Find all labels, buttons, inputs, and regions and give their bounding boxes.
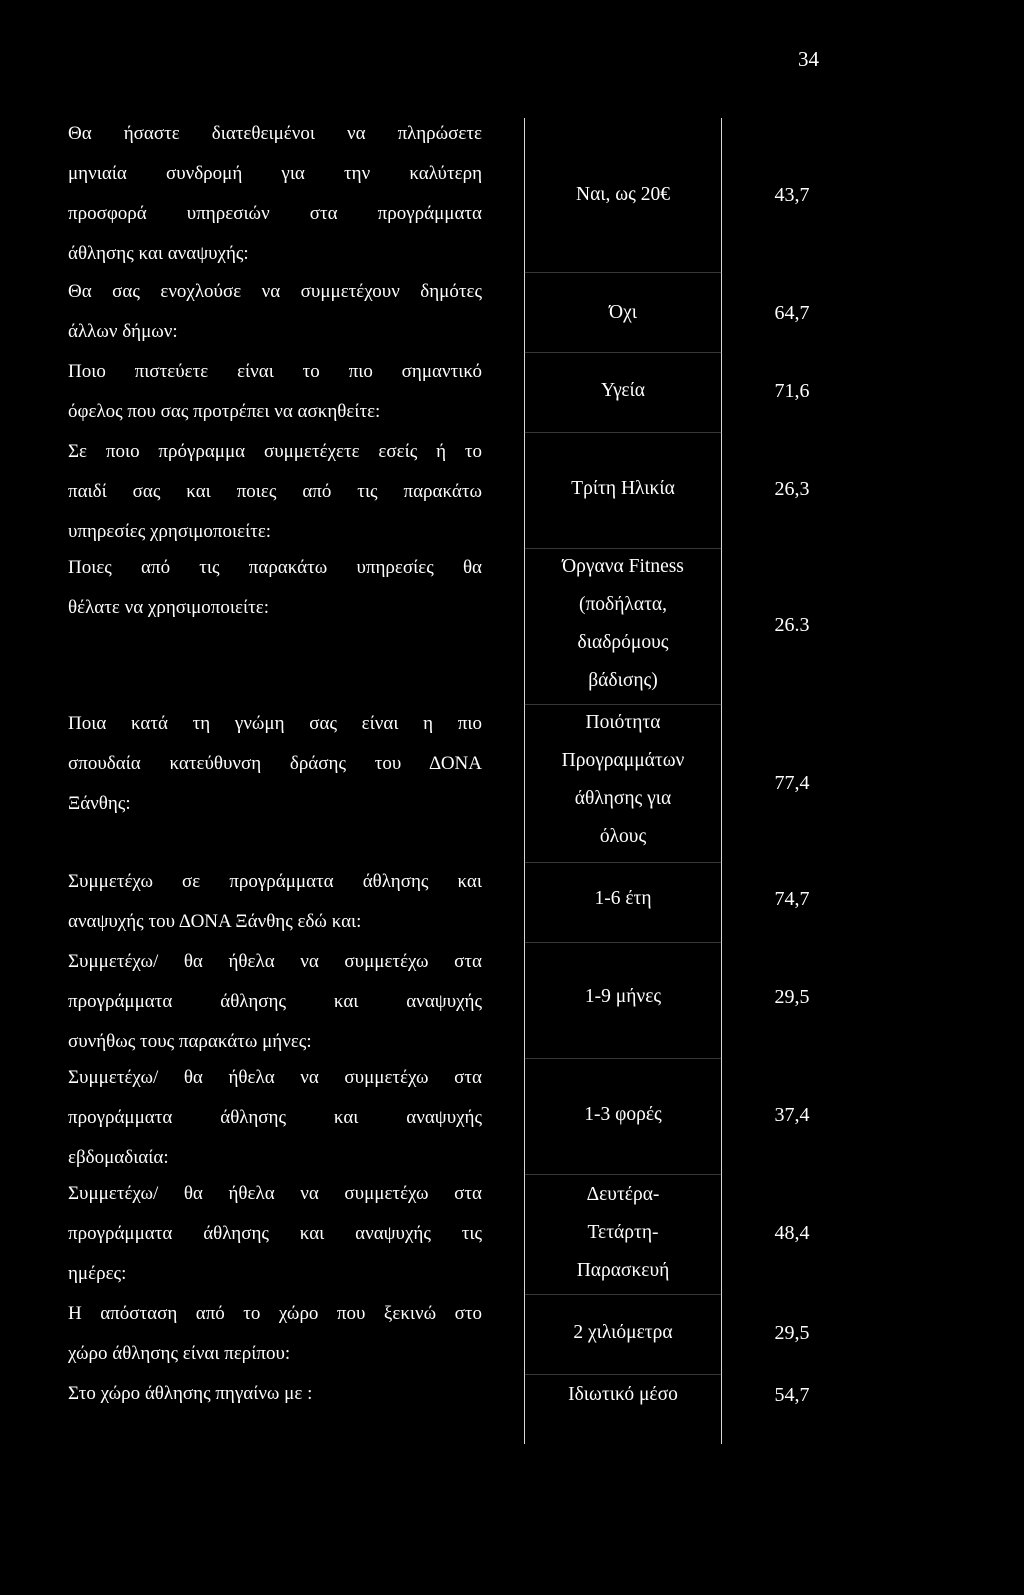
question-text [68,1174,482,1294]
percent-value: 48,4 [774,1222,810,1244]
question-line: ημέρες: [68,1263,127,1284]
question-line: προγράμματα άθλησης και αναψυχής [68,991,482,1012]
question-line: Θα σας ενοχλούσε να συμμετέχουν δημότες [68,281,482,302]
question-line: σπουδαία κατεύθυνση δράσης του ΔΟΝΑ [68,753,482,774]
question-line: Συμμετέχω σε προγράμματα άθλησης και [68,871,482,892]
question-line: Θα ήσαστε διατεθειμένοι να πληρώσετε [68,123,482,144]
row-divider [524,1374,722,1375]
question-text [68,704,482,824]
answer-text [525,548,721,700]
percent-value: 77,4 [774,772,810,794]
percent-value: 29,5 [774,1322,810,1344]
answer-text [525,470,721,508]
question-line: αναψυχής του ΔΟΝΑ Ξάνθης εδώ και: [68,911,362,932]
percent-value: 43,7 [774,184,810,206]
question-text [68,862,482,942]
question-line: άλλων δήμων: [68,321,178,342]
question-line: προγράμματα άθλησης και αναψυχής τις [68,1223,482,1244]
answer-line: Όχι [609,302,637,323]
question-line: υπηρεσίες χρησιμοποιείτε: [68,521,272,542]
row-divider [524,432,722,433]
answer-line: 1-3 φορές [584,1104,662,1125]
percent-value: 64,7 [774,302,810,324]
question-text [68,432,482,552]
question-line: Ποια κατά τη γνώμη σας είναι η πιο [68,713,482,734]
row-divider [524,1294,722,1295]
percent-value: 26,3 [774,478,810,500]
question-line: εβδομαδιαία: [68,1147,169,1168]
answer-line: διαδρόμους [577,632,669,653]
question-text [68,942,482,1062]
question-line: Συμμετέχω/ θα ήθελα να συμμετέχω στα [68,1183,482,1204]
question-line: Ξάνθης: [68,793,131,814]
answer-line: Υγεία [600,380,646,401]
answer-line: 1-6 έτη [594,888,652,909]
answer-line: Ιδιωτικό μέσο [568,1384,678,1405]
question-text [68,272,482,352]
question-line: Συμμετέχω/ θα ήθελα να συμμετέχω στα [68,951,482,972]
question-text [68,1294,482,1374]
question-line: Ποιες από τις παρακάτω υπηρεσίες θα [68,557,482,578]
answer-line: Τρίτη Ηλικία [571,478,675,499]
percent-value: 74,7 [774,888,810,910]
answer-line: Παρασκευή [576,1260,670,1281]
question-line: Η απόσταση από το χώρο που ξεκινώ στο [68,1303,482,1324]
answer-line: βάδισης) [588,670,658,691]
question-line: Συμμετέχω/ θα ήθελα να συμμετέχω στα [68,1067,482,1088]
answer-text [525,1376,721,1414]
percent-value: 71,6 [774,380,810,402]
row-divider [524,272,722,273]
answer-line: άθλησης για [574,788,672,809]
question-line: όφελος που σας προτρέπει να ασκηθείτε: [68,401,381,422]
question-line: προσφορά υπηρεσιών στα προγράμματα [68,203,482,224]
row-divider [524,1174,722,1175]
answer-text [525,176,721,214]
question-line: χώρο άθλησης είναι περίπου: [68,1343,291,1364]
row-divider [524,352,722,353]
answer-text [525,372,721,410]
percent-value: 54,7 [774,1384,810,1406]
question-line: θέλατε να χρησιμοποιείτε: [68,597,269,618]
answer-text [525,294,721,332]
question-line: προγράμματα άθλησης και αναψυχής [68,1107,482,1128]
question-line: συνήθως τους παρακάτω μήνες: [68,1031,312,1052]
answer-line: Ποιότητα [585,712,661,733]
row-divider [524,548,722,549]
question-line: Σε ποιο πρόγραμμα συμμετέχετε εσείς ή το [68,441,482,462]
row-divider [524,1058,722,1059]
question-line: παιδί σας και ποιες από τις παρακάτω [68,481,482,502]
question-line: άθλησης και αναψυχής: [68,243,249,264]
question-text [68,1374,482,1414]
question-line: Στο χώρο άθλησης πηγαίνω με : [68,1383,313,1404]
answer-line: όλους [599,826,647,847]
question-line: μηνιαία συνδρομή για την καλύτερη [68,163,482,184]
answer-line: 2 χιλιόμετρα [573,1322,673,1343]
question-line: Ποιο πιστεύετε είναι το πιο σημαντικό [68,361,482,382]
answer-text [525,1176,721,1290]
answer-text [525,704,721,856]
question-text [68,1058,482,1178]
answer-text [525,1314,721,1352]
row-divider [524,942,722,943]
question-text [68,352,482,432]
row-divider [524,862,722,863]
percent-value: 26.3 [774,614,810,636]
answer-text [525,880,721,918]
answer-line: (ποδήλατα, [578,594,668,615]
answer-line: Τετάρτη- [587,1222,659,1243]
answer-line: Όργανα Fitness [562,556,684,577]
answer-line: Δευτέρα- [586,1184,660,1205]
percent-value: 37,4 [774,1104,810,1126]
answer-line: Ναι, ως 20€ [576,184,670,205]
answer-line: 1-9 μήνες [584,986,662,1007]
row-divider [524,704,722,705]
answer-line: Προγραμμάτων [561,750,685,771]
percent-value: 29,5 [774,986,810,1008]
answer-text [525,978,721,1016]
question-text [68,114,482,274]
question-text [68,548,482,628]
answer-text [525,1096,721,1134]
page-number: 34 [798,47,819,71]
